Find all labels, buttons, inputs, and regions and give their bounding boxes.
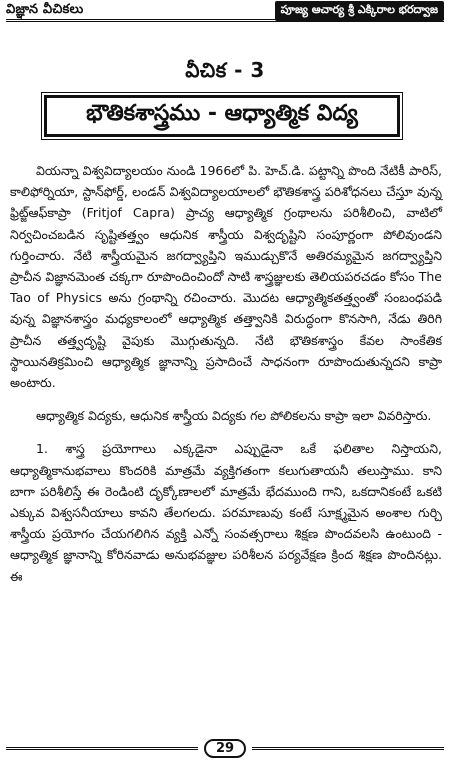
chapter-title: భౌతికశాస్త్రము - ఆధ్యాత్మిక విద్య — [86, 101, 358, 126]
running-header — [6, 2, 444, 22]
paragraph-1: వియన్నా విశ్వవిద్యాలయం నుండి 1966లో పి. హెచ్.డి. పట్టాన్ని పొంది నేటికీ పారిస్, కాలిఫోర్నియా, స్టాన్‌ఫోర్డ్, లండన్ విశ్వవిద్యాలయాలలో భౌతికశాస్త్ర పరిశోధనలు చేస్తూ వున్న ఫ్రిట్జ్‌ఆఫ్‌కాప్రా (Fritjof Capra) ప్రాచ్య ఆధ్యాత్మిక గ్రంథాలను పరిశీలించి, వాటిలో నిర్వచించబడిన సృష్టితత్త్వం ఆధునిక శాస్త్రీయ విశ్వదృష్టిని సంపూర్ణంగా పోలివుండని గుర్తించారు. నేటి శాస్త్రీయమైన జగద్వ్యాప్తిని ఇముడ్చుకొనే అతిరమ్యమైన జగద్వ్యాప్తిని ప్రాచీన విజ్ఞానమెంత చక్కగా రూపొందించిందో సాటి శాస్త్రజ్ఞులకు తెలియపరచడం కోసం The Tao of Physics అను గ్రంథాన్ని రచించారు. మొదట ఆధ్యాత్మికతత్త్వంతో సంబంధపడి వున్న విజ్ఞానశాస్త్రం మధ్యకాలంలో ఆధ్యాత్మిక తత్త్వానికి విరుద్ధంగా కొనసాగి, నేడు తిరిగి ప్రాచీన తత్త్వదృష్టి వైపుకు మొగ్గుతున్నది. నేటి భౌతికశాస్త్రం కేవల సాంకేతిక స్థాయినతిక్రమించి ఆధ్యాత్మిక జ్ఞానాన్ని ప్రసాదించే సాధనంగా రూపొందుతున్నదని కాప్రా అంటారు. — [10, 163, 442, 391]
footer-rule-left — [6, 747, 198, 750]
page-footer — [6, 738, 444, 758]
paragraph-2: ఆధ్యాత్మిక విద్యకు, ఆధునిక శాస్త్రీయ విద్యకు గల పోలికలను కాప్రా ఇలా వివరిస్తారు. — [36, 408, 432, 424]
paragraph-3: 1. శాస్త్ర ప్రయోగాలు ఎక్కడైనా ఎప్పుడైనా ఒకే ఫలితాల నిస్తాయని, ఆధ్యాత్మికానుభవాలు కొందరికి మాత్రమే వ్యక్తిగతంగా కలుగుతాయనీ తలుస్తాము. కాని బాగా పరిశీలిస్తే ఈ రెండింటి దృక్కోణాలలో మాత్రమే భేదముంది గాని, ఒకదానికంటే ఒకటి ఎక్కువ విశ్వసనీయాలు కావని తేలగలదు. పరమాణువు కంటే సూక్ష్మమైన అంశాల గుర్చి శాస్త్రీయ ప్రయోగం చేయగలిగిన వ్యక్తి ఎన్నో సంవత్సరాలు శిక్షణ పొందవలసి ఉంటుంది - ఆధ్యాత్మిక జ్ఞానాన్ని కోరినవాడు అనుభవజ్ఞుల పరిశీలన పర్యవేక్షణ క్రింద శిక్షణ పొందినట్లు. ఈ — [10, 441, 442, 584]
author-label: పూజ్య ఆచార్య శ్రీ ఎక్కిరాల భరద్వాజ — [275, 1, 444, 21]
footer-rule-right — [252, 747, 444, 750]
book-title: విజ్ఞాన వీచికలు — [6, 1, 84, 17]
body-text — [10, 160, 442, 587]
chapter-title-box — [44, 95, 400, 137]
chapter-label: వీచిక - 3 — [185, 58, 265, 82]
page-number: 29 — [204, 739, 246, 758]
